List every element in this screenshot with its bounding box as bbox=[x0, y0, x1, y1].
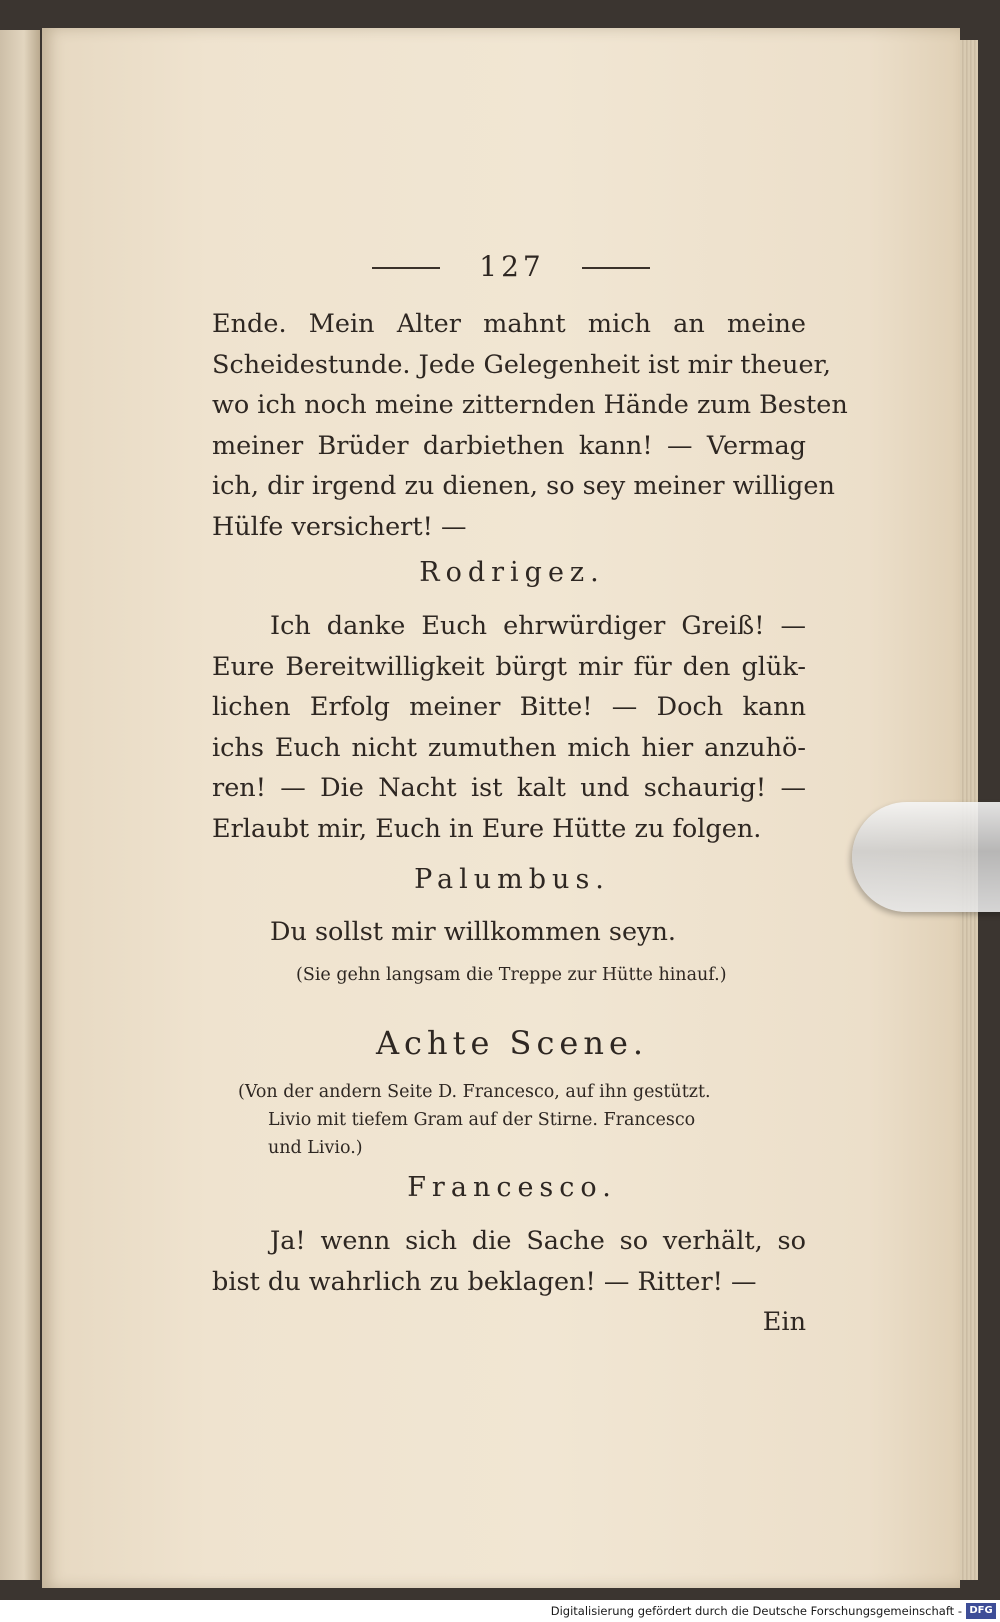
text-line: Scheidestunde. Jede Gelegenheit ist mir theuer, bbox=[212, 349, 832, 380]
dialogue-paragraph-4 bbox=[212, 1221, 806, 1343]
stage-line: (Von der andern Seite D. Francesco, auf ihn gestützt. bbox=[238, 1082, 711, 1102]
text-line: Ja! wenn sich die Sache so verhält, so bbox=[270, 1226, 806, 1256]
header-ornament-right bbox=[582, 267, 650, 269]
stage-direction-block bbox=[238, 1078, 812, 1162]
stage-line: Livio mit tiefem Gram auf der Stirne. Francesco bbox=[268, 1110, 696, 1130]
text-line: wo ich noch meine zitternden Hände zum Besten bbox=[212, 390, 848, 420]
speaker-name: Palumbus. bbox=[414, 864, 610, 895]
digitization-footer bbox=[0, 1600, 1000, 1622]
page-holder-clip bbox=[852, 802, 1000, 912]
text-line: lichen Erfolg meiner Bitte! — Doch kann bbox=[212, 692, 806, 722]
text-line: ren! — Die Nacht ist kalt und schaurig! — bbox=[212, 773, 806, 803]
text-line: ich, dir irgend zu dienen, so sey meiner willigen bbox=[212, 471, 835, 501]
page-header bbox=[212, 250, 812, 284]
text-line: Eure Bereitwilligkeit bürgt mir für den glük- bbox=[212, 651, 806, 682]
previous-page-edge bbox=[0, 30, 40, 1580]
stage-line: und Livio.) bbox=[268, 1138, 363, 1158]
text-line: Ende. Mein Alter mahnt mich an meine bbox=[212, 309, 806, 339]
text-line: Hülfe versichert! — bbox=[212, 511, 467, 542]
speaker-name: Francesco. bbox=[407, 1172, 617, 1203]
text-line: Du sollst mir willkommen seyn. bbox=[270, 917, 676, 947]
dialogue-paragraph-2 bbox=[212, 606, 806, 849]
stage-direction: (Sie gehn langsam die Treppe zur Hütte hinauf.) bbox=[296, 965, 727, 985]
text-line: Erlaubt mir, Euch in Eure Hütte zu folgen. bbox=[212, 813, 762, 844]
scene-title: Achte Scene. bbox=[375, 1024, 649, 1062]
footer-credit: Digitalisierung gefördert durch die Deutsche Forschungsgemeinschaft - bbox=[550, 1604, 962, 1618]
dfg-logo: DFG bbox=[966, 1603, 996, 1619]
book-page bbox=[42, 28, 960, 1588]
catchword: Ein bbox=[762, 1307, 806, 1337]
page-number: 127 bbox=[479, 250, 545, 283]
speaker-name: Rodrigez. bbox=[419, 557, 605, 588]
text-line: ichs Euch nicht zumuthen mich hier anzuhö- bbox=[212, 732, 806, 763]
text-line: bist du wahrlich zu beklagen! — Ritter! — bbox=[212, 1266, 757, 1297]
text-line: meiner Brüder darbiethen kann! — Vermag bbox=[212, 430, 806, 461]
text-line: Ich danke Euch ehrwürdiger Greiß! — bbox=[270, 611, 806, 641]
dialogue-paragraph-1 bbox=[212, 304, 848, 547]
dialogue-paragraph-3 bbox=[212, 912, 806, 953]
